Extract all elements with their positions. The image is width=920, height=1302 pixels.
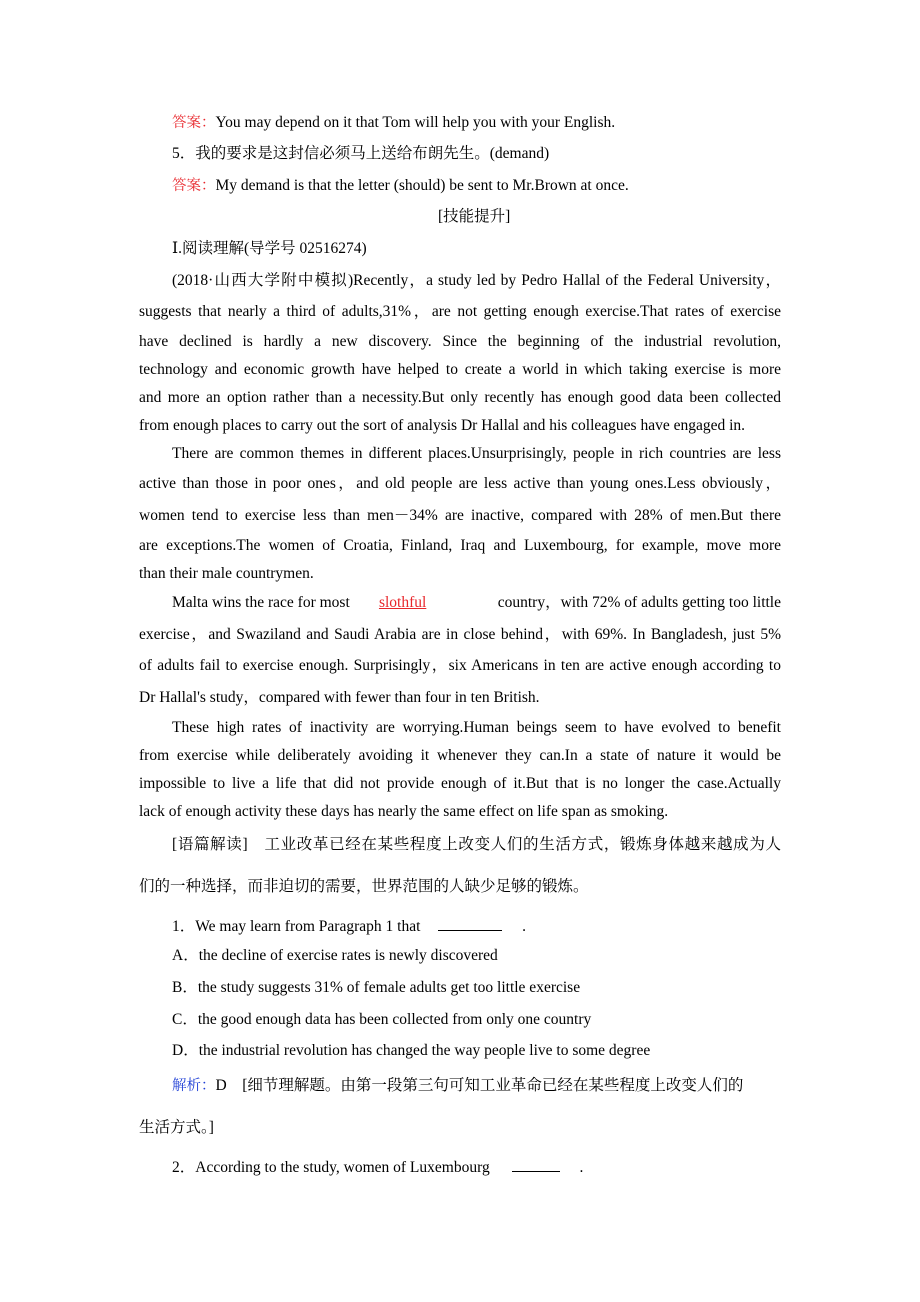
answer-blank [438,915,502,931]
passage-text: Malta wins the race for most [172,594,350,611]
option-c: C．the good enough data has been collected from only one country [172,1011,592,1028]
question-text: 5．我的要求是这封信必须马上送给布朗先生。(demand) [172,145,550,162]
answer-blank: slothful [378,594,427,611]
answer-blank [512,1156,560,1172]
passage-p2-line: active than those in poor ones，and old people are less active than young ones.Less obviously， [139,475,781,492]
answer-4 [172,113,615,133]
section-title: [技能提升] [438,208,511,225]
question-2-stem [172,1156,583,1178]
passage-text: country，with 72% of adults getting too little [497,594,781,611]
analysis-line: [语篇解读] 工业改革已经在某些程度上改变人们的生活方式，锻炼身体越来越成为人 [172,836,781,853]
explanation-line-2: 生活方式。] [139,1119,214,1136]
question-1-stem [172,915,526,937]
passage-p2-line: women tend to exercise less than men－34% are inactive, compared with 28% of men.But there [139,507,781,524]
passage-p3-line: exercise，and Swaziland and Saudi Arabia are in close behind，with 69%. In Bangladesh, just 5% [139,626,781,643]
passage-p1-line: from enough places to carry out the sort of analysis Dr Hallal and his colleagues have engaged in. [139,417,746,434]
answer-5 [172,176,629,196]
passage-p2-line: are exceptions.The women of Croatia, Finland, Iraq and Luxembourg, for example, move more [139,537,781,554]
passage-p2-line: than their male countrymen. [139,565,314,582]
passage-p3-line: Dr Hallal's study，compared with fewer than four in ten British. [139,689,540,706]
answer-text: My demand is that the letter (should) be sent to Mr.Brown at once. [215,177,629,194]
passage-p1-line: suggests that nearly a third of adults,31%，are not getting enough exercise.That rates of exercise [139,303,781,320]
answer-label: 答案： [172,115,216,131]
explain-label: 解析： [172,1078,216,1094]
question-text: 1．We may learn from Paragraph 1 that [172,918,421,935]
option-d: D．the industrial revolution has changed the way people live to some degree [172,1042,651,1059]
passage-p4-line: These high rates of inactivity are worrying.Human beings seem to have evolved to benefit [172,719,781,736]
question-5 [172,144,549,164]
passage-p1-line: (2018·山西大学附中模拟)Recently，a study led by Pedro Hallal of the Federal University， [172,272,781,289]
analysis-line: 们的一种选择，而非迫切的需要，世界范围的人缺少足够的锻炼。 [139,878,589,895]
passage-p1-line: technology and economic growth have helped to create a world in which taking exercise is more [139,361,781,378]
passage-p3-first-line [172,593,781,613]
part-title: Ⅰ.阅读理解(导学号 02516274) [172,240,367,257]
answer-label: 答案： [172,178,216,194]
passage-p1-line: have declined is hardly a new discovery. Since the beginning of the industrial revolution, [139,333,781,350]
explain-text: D [细节理解题。由第一段第三句可知工业革命已经在某些程度上改变人们的 [215,1077,744,1094]
option-b: B．the study suggests 31% of female adults get too little exercise [172,979,581,996]
explanation-line-1 [172,1076,781,1096]
passage-p3-line: of adults fail to exercise enough. Surprisingly，six Americans in ten are active enough according to [139,657,781,674]
answer-text: You may depend on it that Tom will help you with your English. [215,114,616,131]
passage-p4-line: lack of enough activity these days has nearly the same effect on life span as smoking. [139,803,669,820]
passage-p2-line: There are common themes in different places.Unsurprisingly, people in rich countries are less [172,445,781,462]
passage-p4-line: from exercise while deliberately avoiding it whenever they can.In a state of nature it would be [139,747,781,764]
question-text: 2．According to the study, women of Luxembourg [172,1159,490,1176]
passage-p1-line: and more an option rather than a necessity.But only recently has enough good data been collected [139,389,781,406]
question-punct: . [522,918,527,935]
option-a: A．the decline of exercise rates is newly discovered [172,947,498,964]
passage-p4-line: impossible to live a life that did not provide enough of it.But that is no longer the case.Actually [139,775,781,792]
question-punct: . [579,1159,584,1176]
